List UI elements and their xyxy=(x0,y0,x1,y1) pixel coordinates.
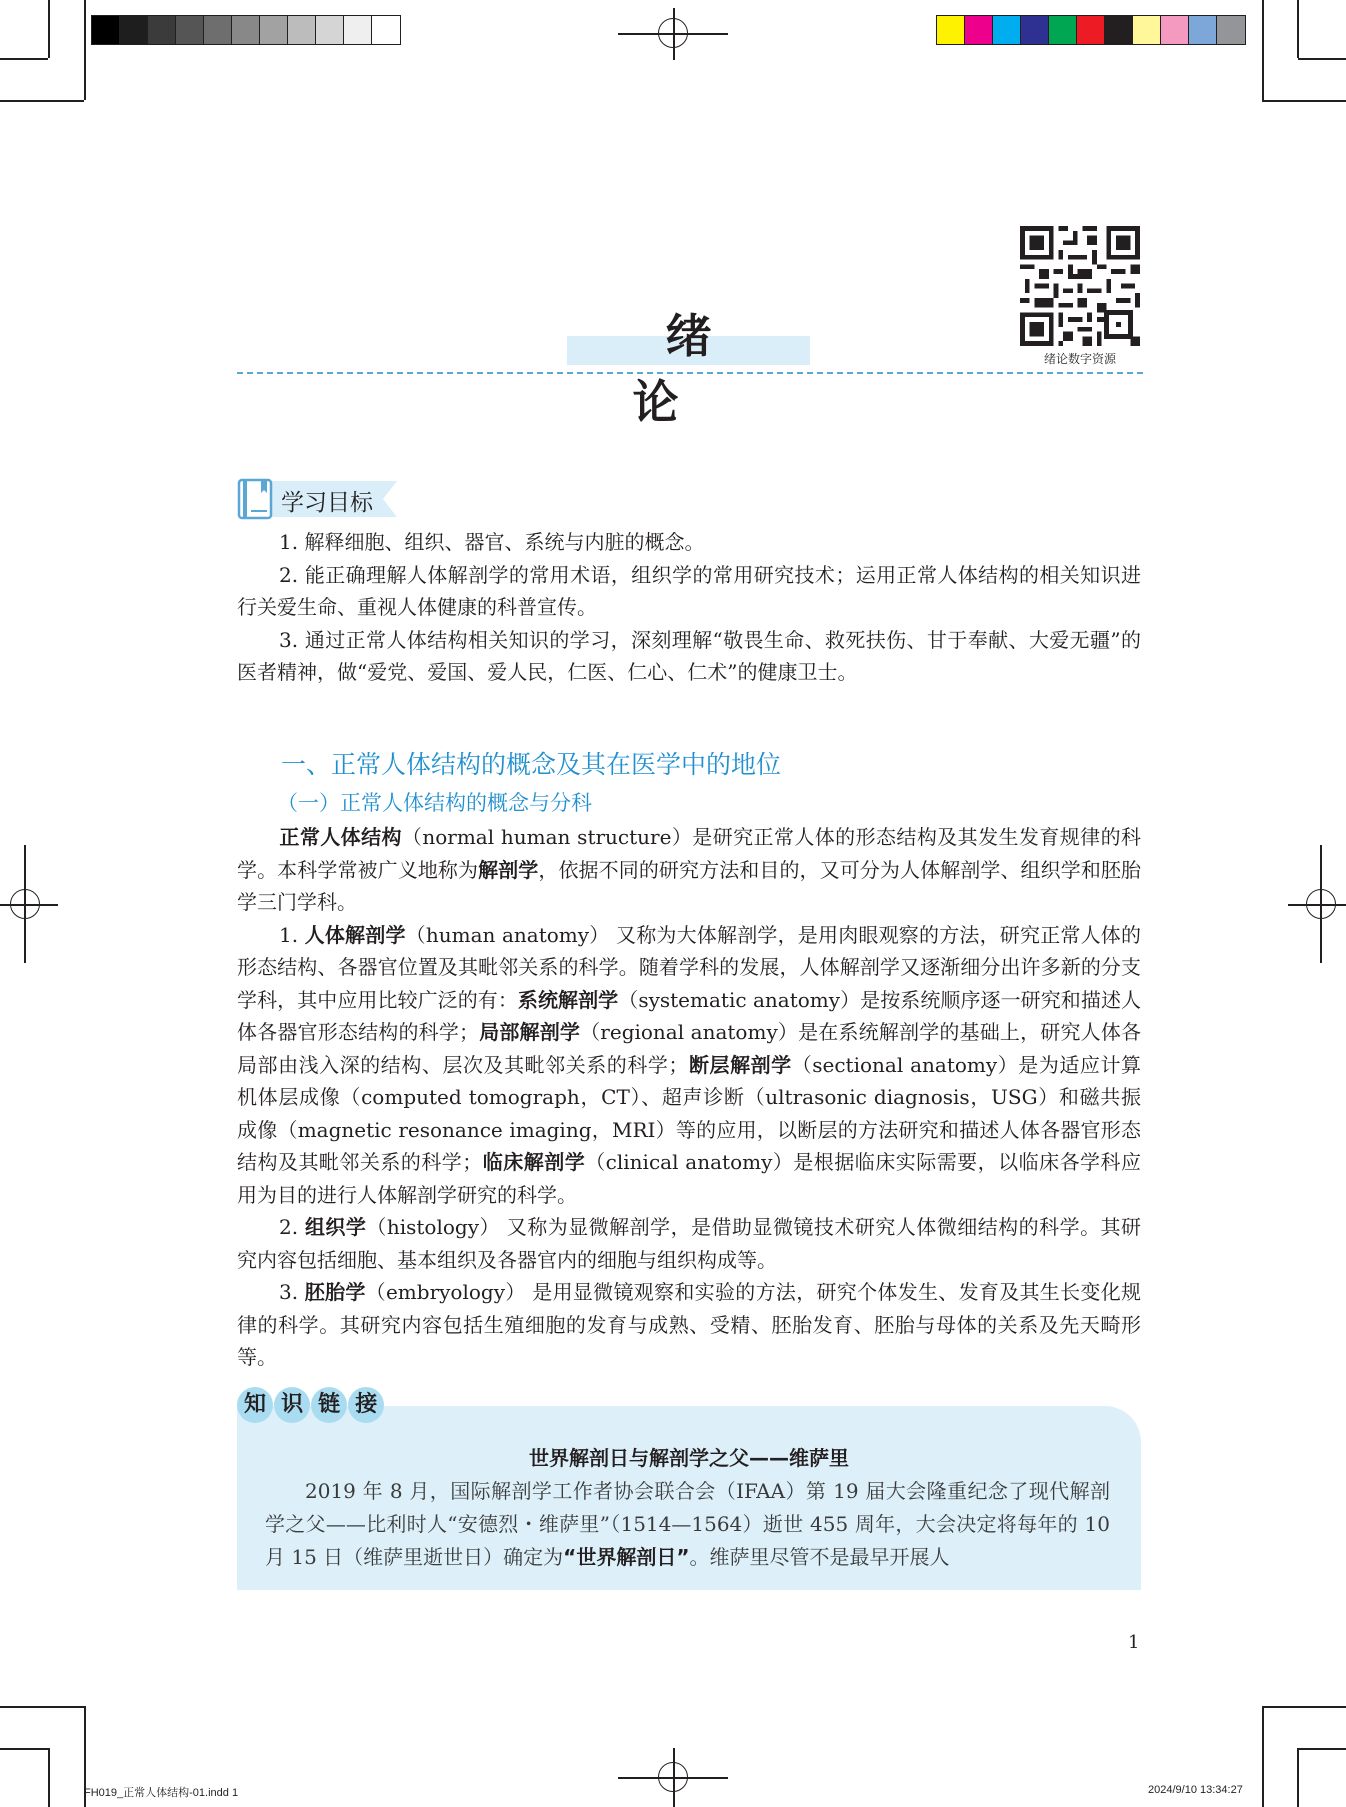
paragraph-human-anatomy: 1. 人体解剖学（human anatomy） 又称为大体解剖学，是用肉眼观察的方法，研究正常人体的形态结构、各器官位置及其毗邻关系的科学。随着学科的发展，人体解剖学又逐渐细分出许多新的分支学科，其中应用比较广泛的有：系统解剖学（systematic anatomy）是按系统顺序逐一研究和描述人体各器官形态结构的科学；局部解剖学（regional anatomy）是在系统解剖学的基础上，研究人体各局部由浅入深的结构、层次及其毗邻关系的科学；断层解剖学（sectional anatomy）是为适应计算机体层成像（computed tomograph，CT）、超声诊断（ultrasonic diagnosis，USG）和磁共振成像（magnetic resonance imaging，MRI）等的应用，以断层的方法研究和描述人体各器官形态结构及其毗邻关系的科学；临床解剖学（clinical anatomy）是根据临床实际需要，以临床各学科应用为目的进行人体解剖学研究的科学。 xyxy=(237,922,1142,1207)
gray-swatch xyxy=(288,16,316,44)
body-text xyxy=(237,821,1141,1374)
gray-swatch xyxy=(344,16,372,44)
crop-mark xyxy=(0,1748,48,1750)
title-divider xyxy=(237,372,1143,374)
knowledge-link-tag-char: 知 xyxy=(237,1387,273,1423)
process-color-bar xyxy=(936,15,1246,45)
crop-mark xyxy=(1262,0,1264,100)
section-heading: 一、正常人体结构的概念及其在医学中的地位 xyxy=(281,750,782,779)
crop-mark xyxy=(1262,1706,1264,1807)
paragraph-embryology: 3. 胚胎学（embryology） 是用显微镜观察和实验的方法，研究个体发生、发育及其生长变化规律的科学。其研究内容包括生殖细胞的发育与成熟、受精、胚胎发育、胚胎与母体的关系及先天畸形等。 xyxy=(237,1280,1142,1369)
color-swatch xyxy=(1021,16,1049,44)
learning-goal-item: 1. 解释细胞、组织、器官、系统与内脏的概念。 xyxy=(279,530,705,554)
learning-goal-item: 2. 能正确理解人体解剖学的常用术语，组织学的常用研究技术；运用正常人体结构的相关知识进行关爱生命、重视人体健康的科普宣传。 xyxy=(237,562,1141,619)
gray-swatch xyxy=(260,16,288,44)
learning-goals-label: 学习目标 xyxy=(281,490,373,516)
knowledge-link-tag-char: 识 xyxy=(274,1387,310,1423)
chapter-title: 绪 论 xyxy=(632,309,778,429)
qr-code-icon xyxy=(1020,226,1140,346)
gray-swatch xyxy=(176,16,204,44)
learning-goals-list xyxy=(237,526,1141,689)
subsection-heading: （一）正常人体结构的概念与分科 xyxy=(277,791,592,815)
paragraph-histology: 2. 组织学（histology） 又称为显微解剖学，是借助显微镜技术研究人体微细结构的科学。其研究内容包括细胞、基本组织及各器官内的细胞与组织构成等。 xyxy=(237,1215,1142,1272)
crop-mark xyxy=(1262,100,1346,102)
crop-mark xyxy=(1298,1748,1346,1750)
color-swatch xyxy=(1133,16,1161,44)
knowledge-link-tag xyxy=(237,1387,380,1425)
knowledge-link-text: 2019 年 8 月，国际解剖学工作者协会联合会（IFAA）第 19 届大会隆重纪念了现代解剖学之父——比利时人“安德烈・维萨里”（1514—1564）逝世 455 周年，大会决定将每年的 10 月 15 日（维萨里逝世日）确定为“世界解剖日”。维萨里尽管不是最早开展人 xyxy=(265,1479,1110,1569)
paragraph-definition: 正常人体结构（normal human structure）是研究正常人体的形态结构及其发生发育规律的科学。本科学常被广义地称为解剖学，依据不同的研究方法和目的，又可分为人体解剖学、组织学和胚胎学三门学科。 xyxy=(237,825,1142,914)
color-swatch xyxy=(937,16,965,44)
crop-mark xyxy=(1297,1748,1299,1807)
footer-timestamp: 2024/9/10 13:34:27 xyxy=(1148,1784,1243,1796)
color-swatch xyxy=(993,16,1021,44)
color-swatch xyxy=(1049,16,1077,44)
page-number: 1 xyxy=(1128,1632,1140,1653)
knowledge-link-tag-char: 接 xyxy=(348,1387,384,1423)
book-icon xyxy=(239,480,271,518)
gray-swatch xyxy=(148,16,176,44)
qr-caption: 绪论数字资源 xyxy=(1043,352,1116,366)
crop-mark xyxy=(1297,0,1299,58)
color-swatch xyxy=(1217,16,1245,44)
crop-mark xyxy=(48,1748,50,1807)
crop-mark xyxy=(1262,1706,1346,1708)
crop-mark xyxy=(0,1706,84,1708)
crop-mark xyxy=(48,0,50,58)
crop-mark xyxy=(1298,58,1346,60)
color-swatch xyxy=(1105,16,1133,44)
color-swatch xyxy=(965,16,993,44)
footer-filename: FH019_正常人体结构-01.indd 1 xyxy=(84,1787,239,1799)
gray-swatch xyxy=(204,16,232,44)
gray-swatch xyxy=(120,16,148,44)
gray-swatch xyxy=(372,16,400,44)
color-swatch xyxy=(1077,16,1105,44)
learning-goal-item: 3. 通过正常人体结构相关知识的学习，深刻理解“敬畏生命、救死扶伤、甘于奉献、大爱无疆”的医者精神，做“爱党、爱国、爱人民，仁医、仁心、仁术”的健康卫士。 xyxy=(237,627,1141,684)
crop-mark xyxy=(84,0,86,100)
color-swatch xyxy=(1189,16,1217,44)
gray-swatch xyxy=(92,16,120,44)
knowledge-link-tag-char: 链 xyxy=(311,1387,347,1423)
grayscale-color-bar xyxy=(91,15,401,45)
crop-mark xyxy=(0,100,84,102)
gray-swatch xyxy=(232,16,260,44)
gray-swatch xyxy=(316,16,344,44)
knowledge-link-title: 世界解剖日与解剖学之父——维萨里 xyxy=(529,1446,849,1470)
color-swatch xyxy=(1161,16,1189,44)
crop-mark xyxy=(0,58,48,60)
